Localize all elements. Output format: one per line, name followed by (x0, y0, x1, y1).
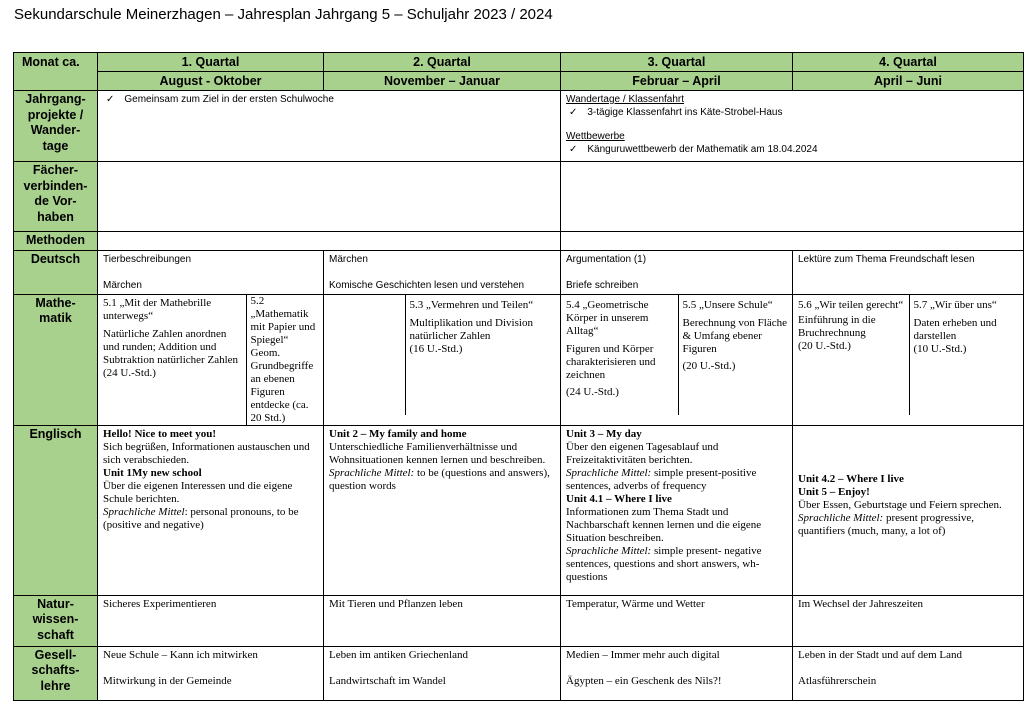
months-q4: April – Juni (793, 72, 1024, 91)
header-quarters-row (14, 53, 1024, 72)
quarter-4-header: 4. Quartal (793, 53, 1024, 72)
quarter-3-header: 3. Quartal (561, 53, 793, 72)
checkmark-icon: ✓ (106, 94, 115, 105)
row-mathe (14, 294, 1024, 425)
row-label-deutsch: Deutsch (14, 250, 98, 294)
row-label-mathe: Mathe- matik (14, 294, 98, 425)
mathe-unit-5-7: 5.7 „Wir über uns“ Daten erheben und darstellen (10 U.-Std.) (909, 295, 1023, 415)
row-label-gesell: Gesell- schafts- lehre (14, 646, 98, 700)
row-methoden (14, 232, 1024, 251)
header-months-row (14, 72, 1024, 91)
englisch-q1: Hello! Nice to meet you! Sich begrüßen, Informationen austauschen und sich verabschieden. Unit 1My new school Über die eigenen Interessen und die eigene Schule berichten. Sprachliche Mittel: personal pronouns, to be (positive and negative) (98, 425, 324, 595)
row-deutsch (14, 250, 1024, 294)
deutsch-q2: Märchen Komische Geschichten lesen und verstehen (324, 250, 561, 294)
projekte-q3-q4: Wandertage / Klassenfahrt ✓ 3-tägige Klassenfahrt ins Käte-Strobel-Haus Wettbewerbe ✓ Känguruwettbewerb der Mathematik am 18.04.2024 (561, 91, 1024, 162)
row-label-methoden: Methoden (14, 232, 98, 251)
quarter-2-header: 2. Quartal (324, 53, 561, 72)
deutsch-q3: Argumentation (1) Briefe schreiben (561, 250, 793, 294)
natur-q4: Im Wechsel der Jahreszeiten (793, 595, 1024, 646)
mathe-unit-5-1: 5.1 „Mit der Mathebrille unterwegs“ Natürliche Zahlen anordnen und runden; Addition und Subtraktion natürlicher Zahlen (24 U.-Std.) (103, 296, 239, 379)
faecher-q3-q4 (561, 162, 1024, 232)
mathe-unit-5-5: 5.5 „Unsere Schule“ Berechnung von Fläche & Umfang ebener Figuren (20 U.-Std.) (678, 295, 792, 415)
heading-wettbewerbe: Wettbewerbe (566, 131, 625, 142)
gesell-q4: Leben in der Stadt und auf dem Land Atlasführerschein (793, 646, 1024, 700)
mathe-unit-5-4: 5.4 „Geometrische Körper in unserem Alltag“ Figuren und Körper charakterisieren und zeichnen (24 U.-Std.) (566, 298, 656, 398)
englisch-q3: Unit 3 – My day Über den eigenen Tagesablauf und Freizeitaktivitäten berichten. Sprachliche Mittel: simple present-positive sentences, adverbs of frequency Unit 4.1 – Where I live Informationen zum Thema Stadt und Nachbarschaft kennen lernen und die eigene Situation beschreiben. Sprachliche Mittel: simple present- negative sentences, questions and short answers, wh-questions (561, 425, 793, 595)
row-faecher (14, 162, 1024, 232)
row-label-natur: Natur- wissen- schaft (14, 595, 98, 646)
row-projekte (14, 91, 1024, 162)
englisch-q2: Unit 2 – My family and home Unterschiedliche Familienverhältnisse und Wohnsituationen kennen lernen und beschreiben. Sprachliche Mittel: to be (questions and answers), question words (324, 425, 561, 595)
mathe-q2 (324, 294, 561, 425)
natur-q2: Mit Tieren und Pflanzen leben (324, 595, 561, 646)
mathe-unit-5-6: 5.6 „Wir teilen gerecht“ Einführung in die Bruchrechnung (20 U.-Std.) (798, 298, 904, 352)
mathe-q3 (561, 294, 793, 425)
page-title: Sekundarschule Meinerzhagen – Jahresplan Jahrgang 5 – Schuljahr 2023 / 2024 (14, 6, 553, 23)
months-q1: August - Oktober (98, 72, 324, 91)
row-label-projekte: Jahrgang- projekte / Wander- tage (14, 91, 98, 162)
row-natur (14, 595, 1024, 646)
mathe-unit-5-2-cont (324, 295, 405, 415)
gesell-q2: Leben im antiken Griechenland Landwirtschaft im Wandel (324, 646, 561, 700)
months-q2: November – Januar (324, 72, 561, 91)
mathe-q4 (793, 294, 1024, 425)
deutsch-q1: Tierbeschreibungen Märchen (98, 250, 324, 294)
gesell-q3: Medien – Immer mehr auch digital Ägypten – ein Geschenk des Nils?! (561, 646, 793, 700)
mathe-q1 (98, 294, 324, 425)
gesell-q1: Neue Schule – Kann ich mitwirken Mitwirkung in der Gemeinde (98, 646, 324, 700)
methoden-q1-q2 (98, 232, 561, 251)
heading-wandertage: Wandertage / Klassenfahrt (566, 94, 685, 105)
month-label: Monat ca. (14, 53, 98, 91)
faecher-q1-q2 (98, 162, 561, 232)
row-label-englisch: Englisch (14, 425, 98, 595)
year-plan-table (13, 52, 1024, 701)
mathe-unit-5-3: 5.3 „Vermehren und Teilen“ Multiplikation und Division natürlicher Zahlen (16 U.-Std.) (405, 295, 560, 415)
checkmark-icon: ✓ (569, 144, 578, 155)
projekte-q1-q2: ✓ Gemeinsam zum Ziel in der ersten Schulwoche (98, 91, 561, 162)
natur-q1: Sicheres Experimentieren (98, 595, 324, 646)
deutsch-q4: Lektüre zum Thema Freundschaft lesen (793, 250, 1024, 294)
quarter-1-header: 1. Quartal (98, 53, 324, 72)
mathe-unit-5-2: 5.2 „Mathematik mit Papier und Spiegel“ Geom. Grundbegriffe an ebenen Figuren entdecke (ca. 20 Std.) (246, 295, 323, 425)
checkmark-icon: ✓ (569, 107, 578, 118)
row-englisch (14, 425, 1024, 595)
englisch-q4: Unit 4.2 – Where I live Unit 5 – Enjoy! Über Essen, Geburtstage und Feiern sprechen. Sprachliche Mittel: present progressive, quantifiers (much, many, a lot of) (793, 425, 1024, 595)
row-label-faecher: Fächer- verbinden- de Vor- haben (14, 162, 98, 232)
natur-q3: Temperatur, Wärme und Wetter (561, 595, 793, 646)
months-q3: Februar – April (561, 72, 793, 91)
row-gesell (14, 646, 1024, 700)
methoden-q3-q4 (561, 232, 1024, 251)
